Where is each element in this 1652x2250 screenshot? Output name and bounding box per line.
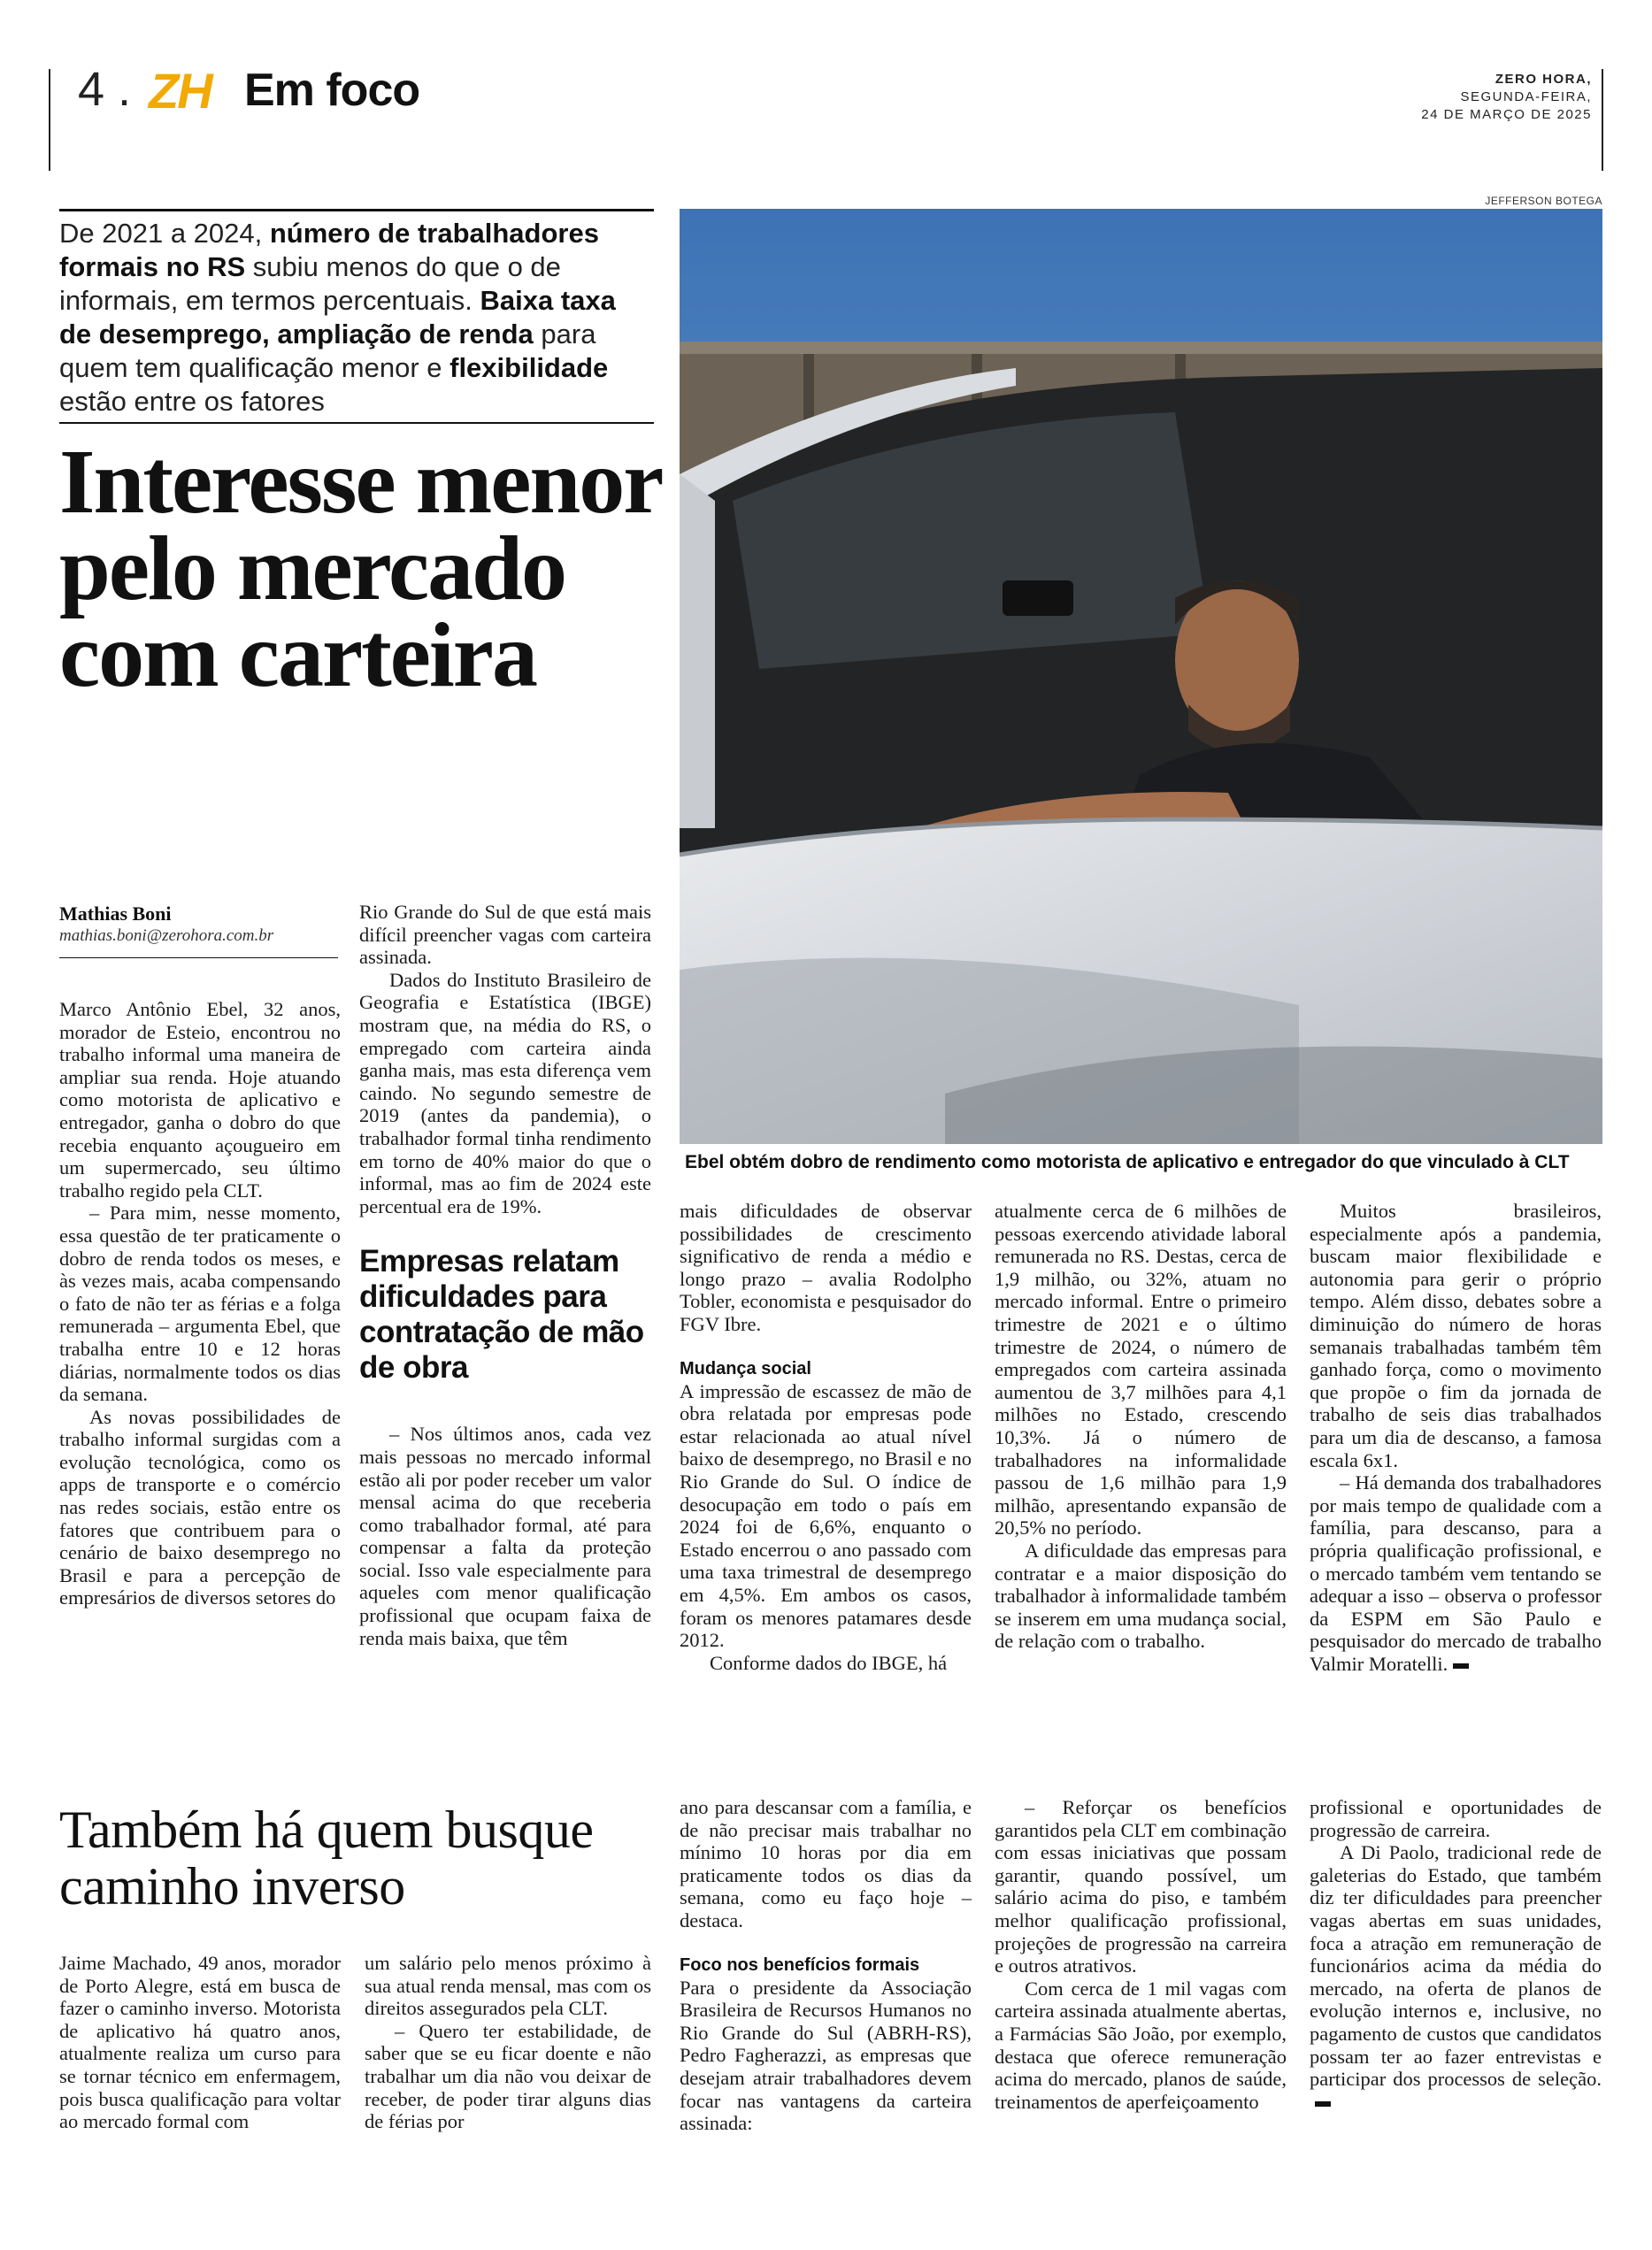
article-column-3 [680,1200,972,1674]
paragraph-text: A Di Paolo, tradicional rede de galeterias do Estado, que também diz ter dificuldades para preencher vagas abertas em suas unidades, foca a atração em remuneração de funcionários acima da média do mercado, na oferta de planos de evolução internos e, inclusive, no pagamento de custos que candidatos possam ter ao fazer entrevistas e participar dos processos de seleção. [1310,1841,1602,2091]
paragraph: A dificuldade das empresas para contratar e a maior disposição do trabalhador à informalidade também se inserem em uma mudança social, de relação com o trabalho. [995,1539,1287,1653]
article-deck [59,209,654,424]
headline: Interesse menor pelo mercado com carteira [59,431,661,706]
paragraph: – Nos últimos anos, cada vez mais pessoas no mercado informal estão ali por poder receber um valor mensal acima do que receberia como trabalhador formal, até para compensar a falta da proteção social. Isso vale especialmente para aqueles com menor qualificação profissional que ocupam faixa de renda mais baixa, que têm [359,1423,651,1649]
paragraph: Dados do Instituto Brasileiro de Geografia e Estatística (IBGE) mostram que, na média do RS, o empregado com carteira ainda ganha mais, mas esta diferença vem caindo. No segundo semestre de 2019 (antes da pandemia), o trabalhador formal tinha rendimento em torno de 40% maior do que o informal, mas ao fim de 2024 este percentual era de 19%. [359,968,651,1217]
secondary-column-1 [59,1952,341,2133]
header-left-rule [49,69,50,171]
paragraph: Conforme dados do IBGE, há [710,1651,948,1674]
article-column-1 [59,998,341,1609]
paragraph [1310,1841,1602,2113]
byline-rule [59,957,338,958]
paragraph: – Reforçar os benefícios garantidos pela CLT em combinação com essas iniciativas que possam garantir, quando possível, um salário acima do piso, e também melhor qualificação profissional, projeções de progressão na carreira e outros atrativos. [995,1796,1287,1977]
section-title: Em foco [244,65,420,116]
paragraph: Marco Antônio Ebel, 32 anos, morador de Esteio, encontrou no trabalho informal uma maneira de ampliar sua renda. Hoje atuando como motorista de aplicativo e entregador, ganha o dobro do que recebia enquanto açougueiro em um supermercado, seu último trabalho regido pela CLT. [59,998,341,1202]
end-mark-icon [1453,1663,1469,1669]
deck-text: De 2021 a 2024, [59,218,270,249]
subheading: Empresas relatam dificuldades para contratação de mão de obra [359,1244,644,1386]
paragraph-text: – Há demanda dos trabalhadores por mais tempo de qualidade com a família, para descanso, para a própria qualificação profissional, e o mercado também vem tentando se adequar a isso – observa o professor da ESPM em São Paulo e pesquisador do mercado de trabalho Valmir Moratelli. [1310,1471,1602,1675]
paragraph: Jaime Machado, 49 anos, morador de Porto Alegre, está em busca de fazer o caminho inverso. Motorista de aplicativo há quatro anos, atualmente realiza um curso para se tornar técnico em enfermagem, pois busca qualificação para voltar ao mercado formal com [59,1952,341,2133]
article-column-5 [1310,1200,1602,1675]
deck-text: para quem tem qualificação menor e [59,319,596,383]
page-number: 4 . [78,63,132,116]
paragraph: – Quero ter estabilidade, de saber que se eu ficar doente e não trabalhar um dia não vou deixar de receber, de poder tirar alguns dias de férias por [365,2019,651,2133]
secondary-column-3 [680,1796,972,2135]
article-column-2 [359,901,651,1649]
deck-text: subiu menos do que o de informais, em termos percentuais. [59,251,561,316]
photo-credit: JEFFERSON BOTEGA [1485,195,1602,207]
secondary-column-5 [1310,1796,1602,2113]
secondary-headline: Também há quem busque caminho inverso [59,1801,594,1916]
paragraph: As novas possibilidades de trabalho informal surgidas com a evolução tecnológica, como os apps de transporte e o comércio nas redes sociais, estão entre os fatores que contribuem para o cenário de baixo desemprego no Brasil e para a percepção de empresários de diversos setores do [59,1405,341,1609]
end-mark-icon [1315,2101,1331,2107]
byline-author: Mathias Boni [59,902,172,925]
article-photo [680,209,1602,1144]
header-right-rule [1602,69,1603,171]
paragraph: profissional e oportunidades de progressão de carreira. [1310,1796,1602,1841]
subheading: Mudança social [680,1358,811,1378]
deck-bold: Baixa taxa de desemprego, ampliação de renda [59,285,616,349]
issue-date: 24 DE MARÇO DE 2025 [1421,107,1592,122]
publication-name: ZERO HORA, [1494,72,1592,87]
paragraph [1310,1471,1602,1675]
weekday: SEGUNDA-FEIRA, [1460,89,1592,104]
article-column-4 [995,1200,1287,1653]
paragraph: Rio Grande do Sul de que está mais difícil preencher vagas com carteira assinada. [359,901,651,969]
paragraph: ano para descansar com a família, e de não precisar mais trabalhar no mínimo 10 horas por dia em praticamente todos os dias da semana, como eu faço hoje – destaca. [680,1796,972,1931]
secondary-column-4 [995,1796,1287,2113]
paragraph: um salário pelo menos próximo à sua atual renda mensal, mas com os direitos assegurados pela CLT. [365,1952,651,2020]
deck-bold: flexibilidade [449,352,609,383]
paragraph: Para o presidente da Associação Brasileira de Recursos Humanos no Rio Grande do Sul (ABRH-RS), Pedro Fagherazzi, as empresas que desejam atrair trabalhadores devem focar nas vantagens da carteira assinada: [680,1976,972,2135]
paragraph: atualmente cerca de 6 milhões de pessoas exercendo atividade laboral remunerada no RS. Destas, cerca de 1,9 milhão, ou 32%, atuam no mercado informal. Entre o primeiro trimestre de 2021 e o último trimestre de 2024, o número de empregados com carteira assinada aumentou de 3,7 milhões para 4,1 milhões no Estado, crescendo 10,3%. Já o número de trabalhadores na informalidade passou de 1,6 milhão para 1,9 milhão, apresentando expansão de 20,5% no período. [995,1200,1287,1540]
driver-in-car-illustration [680,209,1602,1144]
subheading: Foco nos benefícios formais [680,1954,920,1975]
paragraph: A impressão de escassez de mão de obra relatada por empresas pode estar relacionada ao atual nível baixo de desemprego, no Brasil e no Rio Grande do Sul. O índice de desocupação em todo o país em 2024 foi de 6,6%, enquanto o Estado encerrou o ano passado com uma taxa trimestral de desemprego em 4,5%. Em ambos os casos, foram os menores patamares desde 2012. [680,1379,972,1652]
paragraph: Muitos brasileiros, especialmente após a pandemia, buscam maior flexibilidade e autonomia para gerir o próprio tempo. Além disso, debates sobre a diminuição do número de horas semanais trabalhadas também têm ganhado força, como o movimento que propõe o fim da jornada de trabalho de seis dias trabalhados para um dia de descanso, a famosa escala 6x1. [1310,1200,1602,1471]
deck-bold: número de trabalhadores formais no RS [59,218,599,282]
header-dateline [1362,71,1592,124]
deck-text: estão entre os fatores [59,386,325,417]
byline-email[interactable]: mathias.boni@zerohora.com.br [59,926,274,945]
photo-caption: Ebel obtém dobro de rendimento como motorista de aplicativo e entregador do que vinculado à CLT [685,1152,1570,1172]
paragraph: – Para mim, nesse momento, essa questão de ter praticamente o dobro de renda todos os meses, e às vezes mais, acaba compensando o fato de não ter as férias e a folga remunerada – argumenta Ebel, que trabalha entre 10 e 12 horas diárias, normalmente todos os dias da semana. [59,1202,341,1406]
secondary-column-2 [365,1952,651,2133]
zh-logo: ZH [149,63,211,119]
paragraph: Com cerca de 1 mil vagas com carteira assinada atualmente abertas, a Farmácias São João, por exemplo, destaca que oferece remuneração acima do mercado, planos de saúde, treinamentos de aperfeiçoamento [995,1977,1287,2113]
paragraph: mais dificuldades de observar possibilidades de crescimento significativo de renda a médio e longo prazo – avalia Rodolpho Tobler, economista e pesquisador do FGV Ibre. [680,1200,972,1335]
